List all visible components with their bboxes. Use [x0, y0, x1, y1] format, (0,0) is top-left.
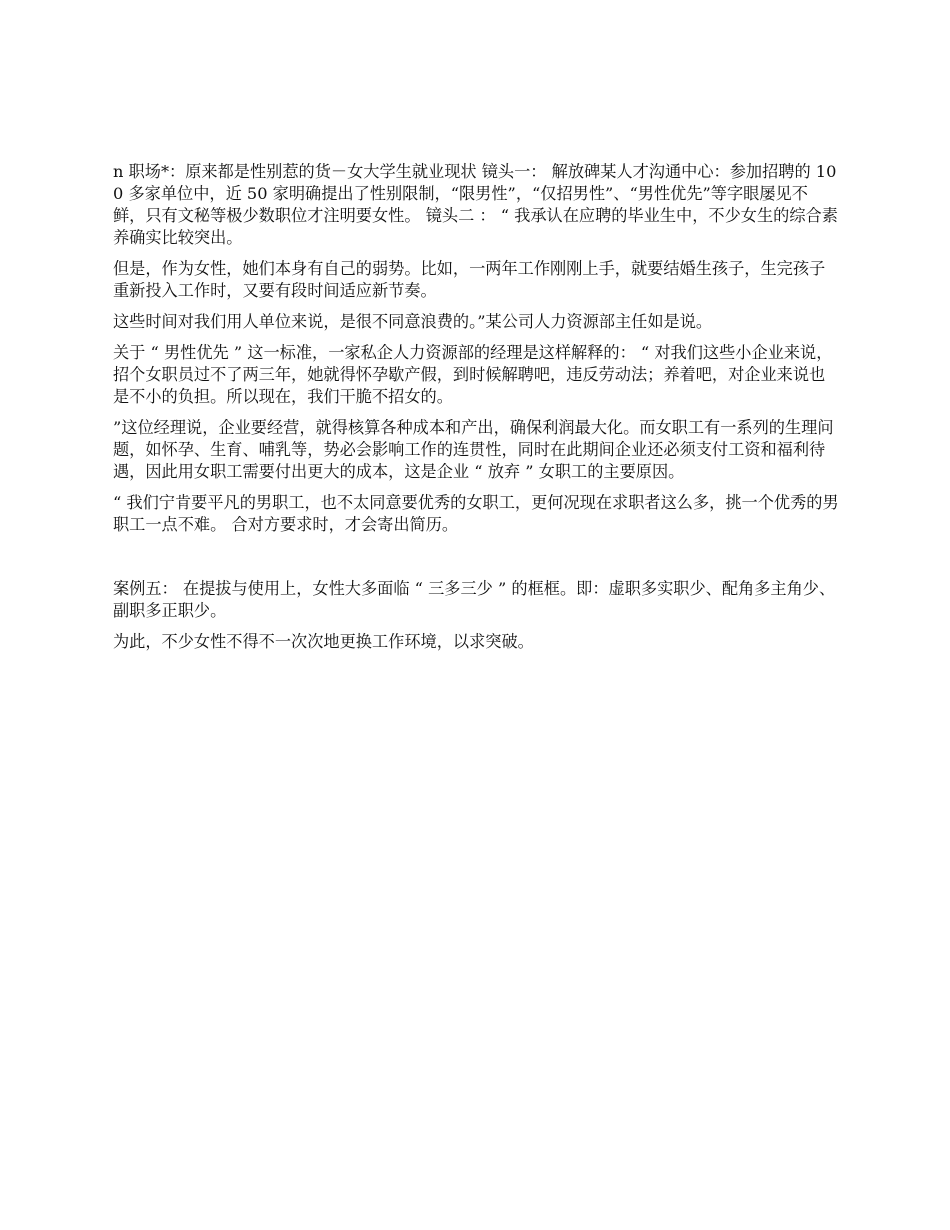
section-spacer: [113, 545, 840, 578]
paragraph-hr-quote: 这些时间对我们用人单位来说，是很不同意浪费的。”某公司人力资源部主任如是说。: [113, 312, 713, 331]
paragraph-male-priority: 关于 “ 男性优先 ” 这一标准，一家私企人力资源部的经理是这样解释的： “ 对我们这些小企业来说，招个女职员过不了两三年，她就得怀孕歇产假，到时候解聘吧，违反劳动法；养着吧，对企业来说也是不小的负担。所以现在，我们干脆不招女的。: [113, 343, 833, 406]
paragraph-weakness: 但是，作为女性，她们本身有自己的弱势。比如，一两年工作刚刚上手，就要结婚生孩子，生完孩子重新投入工作时，又要有段时间适应新节奏。: [113, 259, 826, 300]
paragraph-intro: n 职场*：原来都是性别惹的货－女大学生就业现状 镜头一： 解放碑某人才沟通中心：参加招聘的 100 多家单位中，近 50 家明确提出了性别限制，“限男性”，“仅招男性”、“男性优先”等字眼屡见不鲜，只有文秘等极少数职位才注明要女性。 镜头二 ： “ 我承认在应聘的毕业生中，不少女生的综合素养确实比较突出。: [113, 162, 838, 247]
paragraph-cost-analysis: ”这位经理说，企业要经营，就得核算各种成本和产出，确保利润最大化。而女职工有一系列的生理问题，如怀孕、生育、哺乳等，势必会影响工作的连贯性，同时在此期间企业还必须支付工资和福利待遇，因此用女职工需要付出更大的成本，这是企业 “ 放弃 ” 女职工的主要原因。: [113, 418, 834, 481]
document-body: [113, 161, 840, 662]
paragraph-conclusion: 为此，不少女性不得不一次次地更换工作环境，以求突破。: [113, 632, 534, 651]
paragraph-case-five: 案例五： 在提拔与使用上，女性大多面临 “ 三多三少 ” 的框框。即：虚职多实职少、配角多主角少、副职多正职少。: [113, 579, 836, 620]
paragraph-preference: “ 我们宁肯要平凡的男职工，也不太同意要优秀的女职工，更何况现在求职者这么多，挑一个优秀的男职工一点不难。 合对方要求时，才会寄出简历。: [113, 493, 839, 534]
